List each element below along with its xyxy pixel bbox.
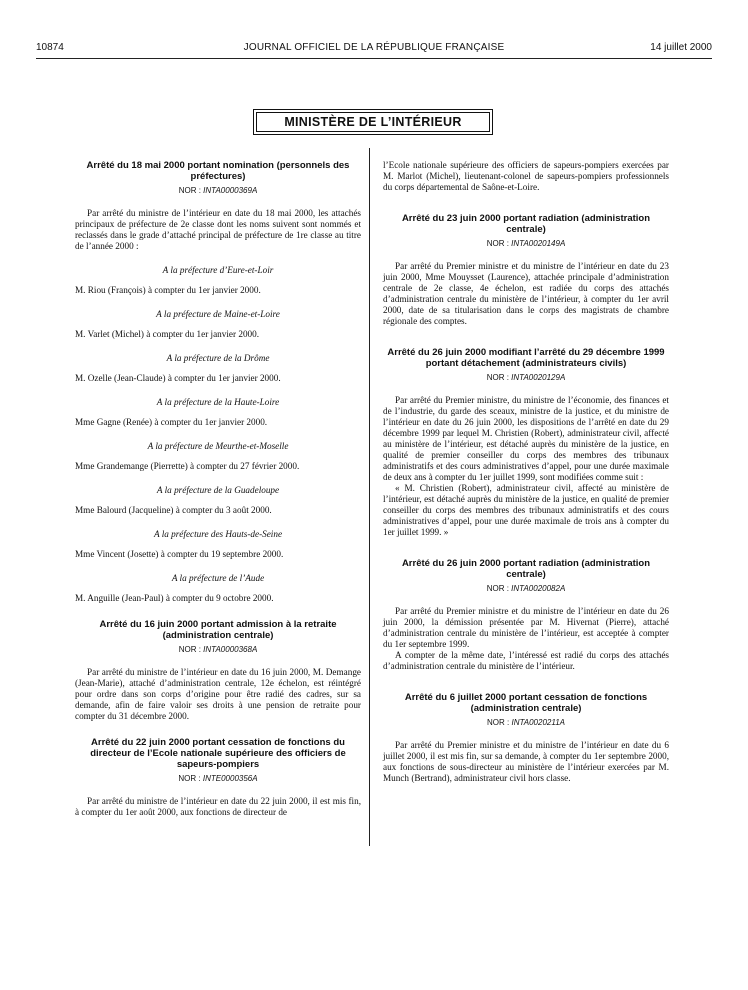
arrete-cessation-munch — [383, 692, 669, 784]
nor-line: NOR : INTA0020211A — [487, 718, 565, 727]
journal-title: JOURNAL OFFICIEL DE LA RÉPUBLIQUE FRANÇAISE — [243, 42, 505, 53]
nor-code: INTA0000369A — [203, 186, 258, 195]
nomination-entry: M. Anguille (Jean-Paul) à compter du 9 octobre 2000. — [75, 593, 274, 603]
arrete-title: Arrêté du 18 mai 2000 portant nomination (personnels des préfectures) — [86, 160, 350, 182]
arrete-body: Par arrêté du ministre de l’intérieur en date du 22 juin 2000, il est mis fin, à compter du 1er août 2000, aux fonctions de directeur de — [75, 796, 361, 817]
arrete-body: Par arrêté du ministre de l’intérieur en date du 18 mai 2000, les attachés principaux de préfecture de 2e classe dont les noms suivent sont nommés et reclassés dans le grade d’attaché principal de préfecture de 1re classe au titre de l’année 2000 : — [75, 208, 361, 251]
nomination-entry: Mme Grandemange (Pierrette) à compter du 27 février 2000. — [75, 461, 300, 471]
arrete-title: Arrêté du 16 juin 2000 portant admission à la retraite (administration centrale) — [99, 619, 337, 641]
arrete-body: Par arrêté du Premier ministre, du ministre de l’économie, des finances et de l’industrie, du garde des sceaux, ministre de la justice, et du ministre de l’intérieur en date du 26 juin 2000, les dispositions de l’arrêté en date du 29 décembre 1999 par lequel M. Christien (Robert), administrateur civil, affecté au ministère de l’intérieur, est détaché auprès du ministère de la justice, en qualité de premier conseiller du corps des membres des tribunaux administratifs et des cours administratives d’appel, pour une durée maximale de deux ans à compter du 1er juillet 1999, sont modifiées comme suit : — [383, 395, 669, 482]
arrete-body: Par arrêté du ministre de l’intérieur en date du 16 juin 2000, M. Demange (Jean-Marie), attaché d’administration centrale, 12e échelon, est réintégré pour ordre dans son corps d’origine pour être radié des cadres, sur sa demande, afin de faire valoir ses droits à une pension de retraite pour compter du 31 décembre 2000. — [75, 667, 361, 721]
nomination-entry: Mme Vincent (Josette) à compter du 19 septembre 2000. — [75, 549, 284, 559]
prefecture-heading: A la préfecture des Hauts-de-Seine — [153, 529, 283, 539]
prefecture-heading: A la préfecture d’Eure-et-Loir — [162, 265, 274, 275]
ministry-title: MINISTÈRE DE L’INTÉRIEUR — [256, 112, 490, 132]
left-column — [75, 160, 361, 818]
prefecture-heading: A la préfecture de la Haute-Loire — [156, 397, 280, 407]
arrete-cessation-directeur — [75, 737, 361, 818]
column-divider — [369, 148, 370, 846]
arrete-body: Par arrêté du Premier ministre et du ministre de l’intérieur en date du 6 juillet 2000, il est mis fin, sur sa demande, à compter du 1er septembre 2000, aux fonctions de sous-directeur au ministère de l’intérieur exercées par M. Munch (Bertrand), administrateur civil hors classe. — [383, 740, 669, 783]
arrete-body-continued: l’Ecole nationale supérieure des officiers de sapeurs-pompiers exercées par M. Marlot (Michel), lieutenant-colonel de sapeurs-pompiers professionnels du corps départemental de Saône-et-Loire. — [383, 160, 669, 192]
arrete-radiation-mouysset — [383, 213, 669, 327]
nor-code: INTE0000356A — [202, 774, 258, 783]
arrete-title: Arrêté du 26 juin 2000 portant radiation (administration centrale) — [401, 558, 651, 580]
nor-code: INTA0020082A — [511, 584, 566, 593]
prefecture-heading: A la préfecture de Maine-et-Loire — [156, 309, 280, 319]
header-rule — [36, 58, 712, 59]
page-header — [36, 42, 712, 56]
issue-date: 14 juillet 2000 — [650, 42, 712, 53]
arrete-body: A compter de la même date, l’intéressé est radié du corps des attachés d’administration centrale du ministère de l’intérieur. — [383, 650, 669, 671]
nor-line: NOR : INTE0000356A — [178, 774, 258, 783]
ministry-box — [253, 109, 493, 135]
arrete-retraite — [75, 619, 361, 722]
arrete-radiation-hivernat — [383, 558, 669, 672]
nomination-entry: M. Ozelle (Jean-Claude) à compter du 1er janvier 2000. — [75, 373, 281, 383]
nor-line: NOR : INTA0020129A — [486, 373, 566, 382]
arrete-quote: « M. Christien (Robert), administrateur civil, affecté au ministère de l’intérieur, est détaché auprès du ministère de la justice, en qualité de premier conseiller du corps des membres des tribunaux administratifs et des cours administratives d’appel, pour une durée maximale de trois ans à compter du 1er juillet 1999. » — [383, 483, 669, 537]
nor-code: INTA0020211A — [511, 718, 565, 727]
page-number: 10874 — [36, 42, 64, 53]
nor-line: NOR : INTA0020149A — [486, 239, 566, 248]
nor-line: NOR : INTA0000369A — [178, 186, 258, 195]
prefecture-heading: A la préfecture de la Drôme — [166, 353, 270, 363]
prefecture-heading: A la préfecture de l’Aude — [171, 573, 265, 583]
nor-line: NOR : INTA0020082A — [486, 584, 566, 593]
nor-code: INTA0020149A — [511, 239, 566, 248]
arrete-title: Arrêté du 6 juillet 2000 portant cessation de fonctions (administration centrale) — [404, 692, 648, 714]
arrete-title: Arrêté du 23 juin 2000 portant radiation (administration centrale) — [401, 213, 651, 235]
prefecture-heading: A la préfecture de la Guadeloupe — [156, 485, 280, 495]
nor-code: INTA0000368A — [203, 645, 258, 654]
nor-code: INTA0020129A — [511, 373, 566, 382]
nor-line: NOR : INTA0000368A — [178, 645, 258, 654]
arrete-detachement — [383, 347, 669, 538]
arrete-body: Par arrêté du Premier ministre et du ministre de l’intérieur en date du 23 juin 2000, Mme Mouysset (Laurence), attachée principale d’administration centrale de 2e classe, 4e échelon, est radiée du corps des attachés d’administration centrale du ministère de l’intérieur, à compter du 1er avril 2000, date de sa titularisation dans le corps des magistrats de chambre régionale des comptes. — [383, 261, 669, 326]
arrete-title: Arrêté du 22 juin 2000 portant cessation de fonctions du directeur de l’Ecole nationale supérieure des officiers de sapeurs-pompiers — [90, 737, 346, 770]
arrete-nomination — [75, 160, 361, 604]
right-column — [383, 160, 669, 784]
nomination-entry: M. Varlet (Michel) à compter du 1er janvier 2000. — [75, 329, 260, 339]
nomination-entry: Mme Gagne (Renée) à compter du 1er janvier 2000. — [75, 417, 268, 427]
nomination-entry: Mme Balourd (Jacqueline) à compter du 3 août 2000. — [75, 505, 272, 515]
arrete-body: Par arrêté du Premier ministre et du ministre de l’intérieur en date du 26 juin 2000, la démission présentée par M. Hivernat (Pierre), attaché d’administration centrale du ministère de l’intérieur, est acceptée à compter du 1er septembre 1999. — [383, 606, 669, 649]
prefecture-heading: A la préfecture de Meurthe-et-Moselle — [147, 441, 289, 451]
arrete-title: Arrêté du 26 juin 2000 modifiant l’arrêté du 29 décembre 1999 portant détachement (administrateurs civils) — [387, 347, 665, 369]
nomination-entry: M. Riou (François) à compter du 1er janvier 2000. — [75, 285, 261, 295]
